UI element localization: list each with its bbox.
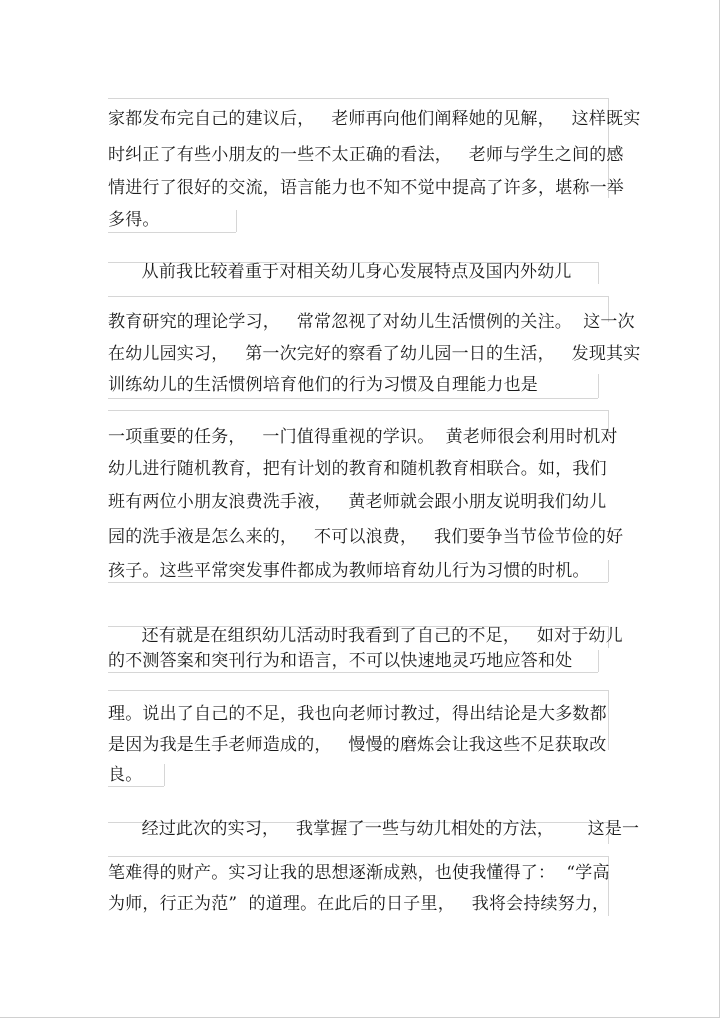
rule-line xyxy=(108,232,236,233)
rule-line xyxy=(598,650,599,672)
rule-line xyxy=(108,582,608,583)
rule-line xyxy=(236,210,237,232)
text-line: 教育研究的理论学习， 常常忽视了对幼儿生活惯例的关注。 这一次 xyxy=(108,312,635,332)
rule-line xyxy=(108,672,598,673)
text-line: 是因为我是生手老师造成的， 慢慢的磨炼会让我这些不足获取改 xyxy=(108,735,607,755)
text-line: 一项重要的任务， 一门值得重视的学识。 黄老师很会利用时机对 xyxy=(108,427,618,447)
text-line: 理。说出了自己的不足，我也向老师讨教过，得出结论是大多数都 xyxy=(108,704,607,724)
rule-line xyxy=(108,398,598,399)
rule-line xyxy=(108,410,608,411)
text-line: 情进行了很好的交流，语言能力也不知不觉中提高了许多，堪称一举 xyxy=(108,178,624,198)
rule-line xyxy=(608,560,609,582)
text-line: 训练幼儿的生活惯例培育他们的行为习惯及自理能力也是 xyxy=(108,375,538,395)
rule-line xyxy=(608,690,609,750)
rule-line xyxy=(598,262,599,284)
text-line: 在幼儿园实习， 第一次完好的察看了幼儿园一日的生活， 发现其实 xyxy=(108,344,641,364)
rule-line xyxy=(108,98,608,99)
text-line: 园的洗手液是怎么来的， 不可以浪费， 我们要争当节俭节俭的好 xyxy=(108,527,624,547)
rule-line xyxy=(108,856,608,857)
text-line: 家都发布完自己的建议后， 老师再向他们阐释她的见解， 这样既实 xyxy=(108,109,641,129)
text-line: 从前我比较着重于对相关幼儿身心发展特点及国内外幼儿 xyxy=(108,262,572,282)
text-line: 为师，行正为范” 的道理。在此后的日子里， 我将会持续努力， xyxy=(108,894,610,914)
text-line: 的不测答案和突刊行为和语言，不可以快速地灵巧地应答和处 xyxy=(108,651,573,671)
text-line: 经过此次的实习， 我掌握了一些与幼儿相处的方法， 这是一 xyxy=(108,819,640,839)
text-line: 时纠正了有些小朋友的一些不太正确的看法， 老师与学生之间的感 xyxy=(108,145,624,165)
text-line: 还有就是在组织幼儿活动时我看到了自己的不足， 如对于幼儿 xyxy=(108,626,623,646)
rule-line xyxy=(108,690,608,691)
text-line: 班有两位小朋友浪费洗手液， 黄老师就会跟小朋友说明我们幼儿 xyxy=(108,492,607,512)
rule-line xyxy=(108,786,164,787)
text-line: 良。 xyxy=(108,765,143,785)
rule-line xyxy=(164,764,165,786)
text-line: 笔难得的财产。实习让我的思想逐渐成熟，也使我懂得了： “学高 xyxy=(108,863,610,883)
text-line: 多得。 xyxy=(108,210,160,230)
text-line: 幼儿进行随机教育，把有计划的教育和随机教育相联合。如，我们 xyxy=(108,459,607,479)
rule-line xyxy=(598,374,599,398)
rule-line xyxy=(108,296,608,297)
text-line: 孩子。这些平常突发事件都成为教师培育幼儿行为习惯的时机。 xyxy=(108,561,590,581)
